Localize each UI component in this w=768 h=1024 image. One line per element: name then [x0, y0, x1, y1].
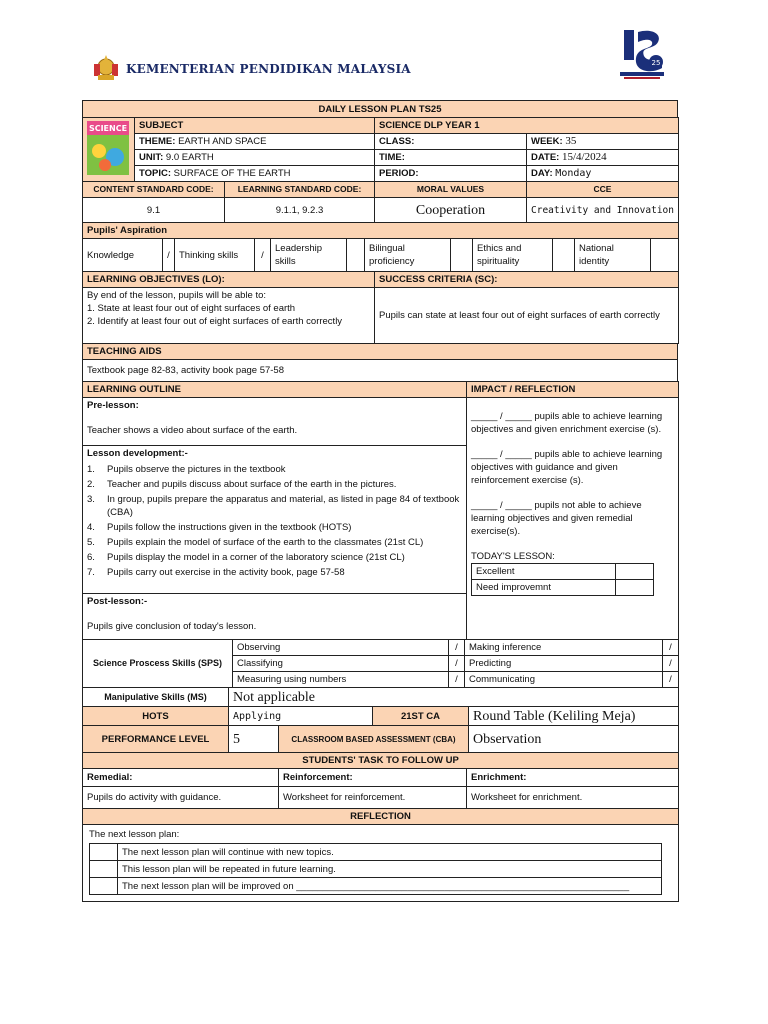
next-plan-option: The next lesson plan will be improved on _______________________________________________________________: [118, 878, 662, 895]
sps-skill: Making inference: [465, 640, 663, 656]
sps-mark: /: [663, 640, 679, 656]
postlesson-cell: [83, 594, 467, 640]
week-value: 35: [565, 135, 577, 147]
learning-std-value: 9.1.1, 9.2.3: [225, 198, 375, 223]
lo-content: [83, 288, 375, 344]
todays-lesson-box[interactable]: [616, 564, 654, 580]
aids-label: TEACHING AIDS: [83, 344, 678, 360]
week-label: WEEK:: [531, 136, 563, 147]
theme-value: EARTH AND SPACE: [178, 136, 267, 147]
date-value: 15/4/2024: [561, 151, 607, 163]
day-row: [527, 166, 679, 182]
aspiration-bilingual: Bilingual proficiency: [365, 239, 451, 272]
task-table: [82, 752, 679, 902]
aids-text: Textbook page 82-83, activity book page 57-58: [83, 360, 678, 382]
outline-label: LEARNING OUTLINE: [83, 382, 467, 398]
reinforcement-label: Reinforcement:: [279, 769, 467, 787]
aspiration-knowledge-mark: /: [163, 239, 175, 272]
lo-line: By end of the lesson, pupils will be able to:: [87, 290, 267, 301]
ministry-crest-icon: [90, 55, 122, 83]
prelesson-text: Teacher shows a video about surface of the earth.: [87, 425, 298, 436]
aspiration-thinking-mark: /: [255, 239, 271, 272]
dev-step-text: Pupils observe the pictures in the textbook: [107, 464, 286, 475]
cce-value: Creativity and Innovation: [527, 198, 679, 223]
class-label: CLASS:: [375, 134, 527, 150]
sps-skill: Predicting: [465, 656, 663, 672]
theme-label: THEME:: [139, 136, 176, 147]
enrichment-text: Worksheet for enrichment.: [467, 787, 679, 809]
moral-label: MORAL VALUES: [375, 182, 527, 198]
dev-label: Lesson development:-: [87, 448, 188, 459]
ministry-name: KEMENTERIAN PENDIDIKAN MALAYSIA: [126, 62, 411, 76]
lo-label: LEARNING OBJECTIVES (LO):: [83, 272, 375, 288]
period-label: PERIOD:: [375, 166, 527, 182]
next-plan-checkbox[interactable]: [90, 878, 118, 895]
next-plan-label: The next lesson plan:: [89, 829, 180, 840]
aspiration-leadership: Leadership skills: [271, 239, 347, 272]
svg-text:SCIENCE: SCIENCE: [88, 123, 128, 133]
ts25-logo-icon: [618, 26, 666, 82]
todays-lesson-row: Need improvemnt: [472, 580, 616, 596]
impact-label: IMPACT / REFLECTION: [467, 382, 679, 398]
svg-text:25: 25: [651, 59, 661, 67]
aspiration-ethics: Ethics and spirituality: [473, 239, 553, 272]
reflection-cell: [83, 825, 679, 902]
reinforcement-text: Worksheet for reinforcement.: [279, 787, 467, 809]
next-plan-checkbox[interactable]: [90, 844, 118, 861]
day-value: Monday: [555, 168, 592, 179]
lo-line: 1. State at least four out of eight surfaces of earth: [87, 303, 296, 314]
aids-table: [82, 343, 678, 382]
next-plan-option: This lesson plan will be repeated in future learning.: [118, 861, 662, 878]
unit-label: UNIT:: [139, 152, 164, 163]
moral-value: Cooperation: [375, 198, 527, 223]
remedial-text: Pupils do activity with guidance.: [83, 787, 279, 809]
aspiration-bilingual-mark: [451, 239, 473, 272]
header-table: [82, 100, 678, 118]
subject-value: SCIENCE DLP YEAR 1: [375, 118, 679, 134]
todays-lesson-label: TODAY'S LESSON:: [471, 551, 555, 562]
dev-step-text: Pupils explain the model of surface of the earth to the classmates (21st CL): [107, 537, 424, 548]
plan-title: DAILY LESSON PLAN TS25: [83, 101, 678, 118]
date-row: [527, 150, 679, 166]
reflection-label: REFLECTION: [83, 809, 679, 825]
prelesson-label: Pre-lesson:: [87, 400, 139, 411]
dev-step-num: 2.: [87, 479, 95, 490]
dev-step-text: Pupils follow the instructions given in the textbook (HOTS): [107, 522, 352, 533]
week-row: [527, 134, 679, 150]
dev-steps-table: [87, 462, 461, 580]
perf-value: 5: [229, 726, 279, 753]
sps-mark: /: [449, 672, 465, 688]
postlesson-label: Post-lesson:-: [87, 596, 148, 607]
impact-item: _____ / _____ pupils able to achieve learning objectives with guidance and given reinforcement exercise (s).: [471, 449, 663, 486]
content-std-label: CONTENT STANDARD CODE:: [83, 182, 225, 198]
todays-lesson-row: Excellent: [472, 564, 616, 580]
sps-label: Science Proscess Skills (SPS): [83, 640, 233, 688]
topic-label: TOPIC:: [139, 168, 172, 179]
ms-label: Manipulative Skills (MS): [83, 688, 229, 707]
lo-line: 2. Identify at least four out of eight surfaces of earth correctly: [87, 316, 343, 327]
content-std-value: 9.1: [83, 198, 225, 223]
cce-label: CCE: [527, 182, 679, 198]
next-plan-table: [89, 843, 662, 895]
sps-mark: /: [449, 656, 465, 672]
aspiration-national: National identity: [575, 239, 651, 272]
aspiration-national-mark: [651, 239, 679, 272]
subject-table: [82, 117, 679, 182]
impact-cell: [467, 398, 679, 640]
sps-table: [82, 639, 679, 688]
objectives-table: [82, 271, 679, 344]
textbook-cover: [83, 118, 135, 182]
day-label: DAY:: [531, 168, 553, 179]
cba-label: CLASSROOM BASED ASSESSMENT (CBA): [279, 726, 469, 753]
task-label: STUDENTS' TASK TO FOLLOW UP: [83, 753, 679, 769]
remedial-label: Remedial:: [83, 769, 279, 787]
dev-step-text: Pupils carry out exercise in the activity book, page 57-58: [107, 567, 345, 578]
sc-text: Pupils can state at least four out of eight surfaces of earth correctly: [375, 288, 679, 344]
dev-step-text: In group, pupils prepare the apparatus and material, as listed in page 84 of textbook (CBA): [107, 494, 460, 518]
dev-step-text: Pupils display the model in a corner of the laboratory science (21st CL): [107, 552, 405, 563]
cba-value: Observation: [469, 726, 679, 753]
impact-item: _____ / _____ pupils not able to achieve learning objectives and given remedial exercise(s).: [471, 500, 642, 537]
sps-skill: Observing: [233, 640, 449, 656]
dev-step-num: 1.: [87, 464, 95, 475]
time-label: TIME:: [375, 150, 527, 166]
impact-item: _____ / _____ pupils able to achieve learning objectives and given enrichment exercise (s).: [471, 411, 663, 435]
unit-row: [135, 150, 375, 166]
sc-label: SUCCESS CRITERIA (SC):: [375, 272, 679, 288]
hots-value: Applying: [229, 707, 373, 726]
next-plan-option: The next lesson plan will continue with new topics.: [118, 844, 662, 861]
sps-mark: /: [449, 640, 465, 656]
standards-table: [82, 181, 679, 223]
next-plan-checkbox[interactable]: [90, 861, 118, 878]
dev-step-num: 5.: [87, 537, 95, 548]
aspiration-label: Pupils' Aspiration: [83, 223, 679, 239]
sps-skill: Measuring using numbers: [233, 672, 449, 688]
assessment-table: [82, 687, 679, 753]
aspiration-leadership-mark: [347, 239, 365, 272]
enrichment-label: Enrichment:: [467, 769, 679, 787]
sps-mark: /: [663, 672, 679, 688]
sps-mark: /: [663, 656, 679, 672]
aspiration-knowledge: Knowledge: [83, 239, 163, 272]
dev-step-num: 3.: [87, 494, 95, 505]
aspiration-ethics-mark: [553, 239, 575, 272]
outline-table: [82, 381, 679, 640]
dev-step-num: 6.: [87, 552, 95, 563]
dev-step-text: Teacher and pupils discuss about surface of the earth in the pictures.: [107, 479, 397, 490]
date-label: DATE:: [531, 152, 560, 163]
dev-step-num: 4.: [87, 522, 95, 533]
topic-value: SURFACE OF THE EARTH: [173, 168, 291, 179]
ca-label: 21ST CA: [373, 707, 469, 726]
dev-step-num: 7.: [87, 567, 95, 578]
hots-label: HOTS: [83, 707, 229, 726]
learning-std-label: LEARNING STANDARD CODE:: [225, 182, 375, 198]
prelesson-cell: [83, 398, 467, 446]
aspiration-table: [82, 222, 679, 272]
ca-value: Round Table (Keliling Meja): [469, 707, 679, 726]
topic-row: [135, 166, 375, 182]
development-cell: [83, 446, 467, 594]
textbook-cover-icon: [83, 119, 133, 177]
ms-value: Not applicable: [229, 688, 679, 707]
sps-skill: Communicating: [465, 672, 663, 688]
unit-value: 9.0 EARTH: [165, 152, 214, 163]
subject-label: SUBJECT: [135, 118, 375, 134]
perf-label: PERFORMANCE LEVEL: [83, 726, 229, 753]
todays-lesson-box[interactable]: [616, 580, 654, 596]
postlesson-text: Pupils give conclusion of today's lesson.: [87, 621, 257, 632]
aspiration-thinking: Thinking skills: [175, 239, 255, 272]
theme-row: [135, 134, 375, 150]
sps-skill: Classifying: [233, 656, 449, 672]
todays-lesson-table: [471, 563, 654, 596]
